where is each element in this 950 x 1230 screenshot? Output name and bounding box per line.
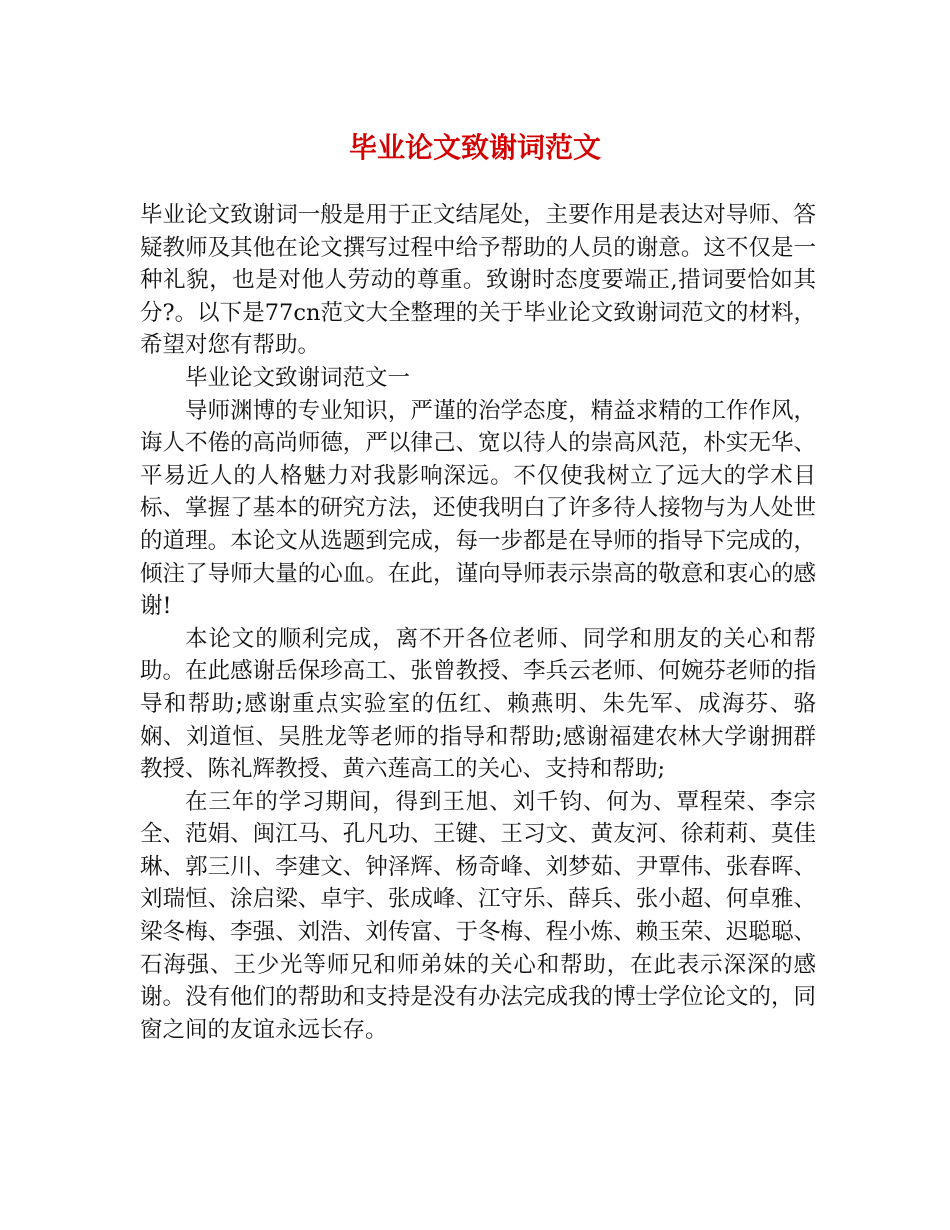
document-title: 毕业论文致谢词范文 <box>348 131 601 164</box>
document-body <box>140 199 816 1046</box>
body-paragraph: 导师渊博的专业知识，严谨的治学态度，精益求精的工作作风，诲人不倦的高尚师德，严以律己、宽以待人的崇高风范，朴实无华、平易近人的人格魅力对我影响深远。不仅使我树立了远大的学术目标、掌握了基本的研究方法，还使我明白了许多待人接物与为人处世的道理。本论文从选题到完成，每一步都是在导师的指导下完成的，倾注了导师大量的心血。在此，谨向导师表示崇高的敬意和衷心的感谢! <box>140 397 816 620</box>
intro-paragraph: 毕业论文致谢词一般是用于正文结尾处，主要作用是表达对导师、答疑教师及其他在论文撰写过程中给予帮助的人员的谢意。这不仅是一种礼貌，也是对他人劳动的尊重。致谢时态度要端正,措词要恰如其分?。以下是77cn范文大全整理的关于毕业论文致谢词范文的材料，希望对您有帮助。 <box>140 202 816 359</box>
body-paragraph: 在三年的学习期间，得到王旭、刘千钧、何为、覃程荣、李宗全、范娟、闽江马、孔凡功、王键、王习文、黄友河、徐莉莉、莫佳琳、郭三川、李建文、钟泽辉、杨奇峰、刘梦茹、尹覃伟、张春晖、刘瑞恒、涂启梁、卓宇、张成峰、江守乐、薛兵、张小超、何卓雅、梁冬梅、李强、刘浩、刘传富、于冬梅、程小炼、赖玉荣、迟聪聪、石海强、王少光等师兄和师弟妹的关心和帮助，在此表示深深的感谢。没有他们的帮助和支持是没有办法完成我的博士学位论文的，同窗之间的友谊永远长存。 <box>140 788 816 1043</box>
section-heading: 毕业论文致谢词范文一 <box>185 364 411 391</box>
body-paragraph: 本论文的顺利完成，离不开各位老师、同学和朋友的关心和帮助。在此感谢岳保珍高工、张曾教授、李兵云老师、何婉芬老师的指导和帮助;感谢重点实验室的伍红、赖燕明、朱先军、成海芬、骆娴、刘道恒、吴胜龙等老师的指导和帮助;感谢福建农林大学谢拥群教授、陈礼辉教授、黄六莲高工的关心、支持和帮助; <box>140 625 816 783</box>
